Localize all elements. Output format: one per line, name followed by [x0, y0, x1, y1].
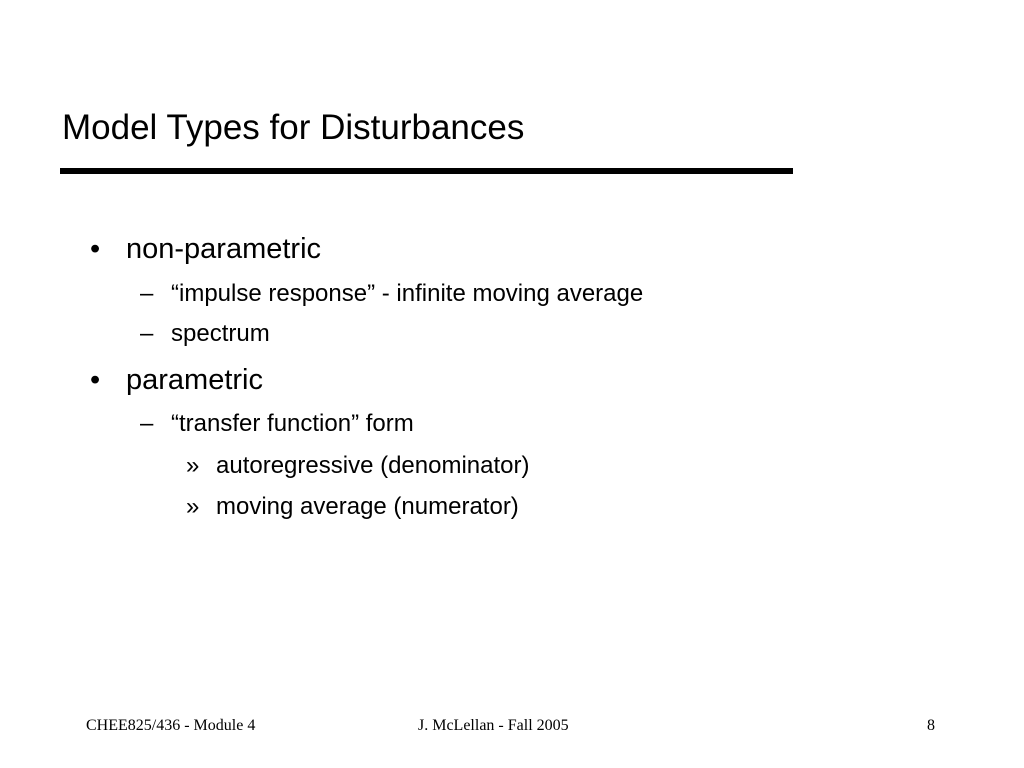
bullet-marker: •	[90, 233, 101, 265]
sub-sub-bullet-text: autoregressive (denominator)	[216, 452, 530, 479]
sub-sub-bullet-text: moving average (numerator)	[216, 493, 519, 520]
slide-title: Model Types for Disturbances	[62, 108, 525, 147]
bullet-marker: •	[90, 364, 101, 396]
footer-page-number: 8	[927, 717, 935, 734]
sub-sub-bullet-marker: »	[186, 452, 200, 479]
sub-bullet-text: “transfer function” form	[171, 410, 414, 437]
bullet-text: non-parametric	[126, 233, 322, 265]
bullet-text: parametric	[126, 364, 263, 396]
sub-bullet-text: spectrum	[171, 320, 270, 347]
sub-bullet-marker: –	[140, 410, 154, 437]
sub-bullet-marker: –	[140, 320, 154, 347]
footer-course: CHEE825/436 - Module 4	[86, 717, 256, 734]
sub-bullet-marker: –	[140, 280, 154, 307]
sub-sub-bullet-marker: »	[186, 493, 200, 520]
title-underline	[60, 168, 793, 174]
sub-bullet-text: “impulse response” - infinite moving average	[171, 280, 644, 307]
footer-author: J. McLellan - Fall 2005	[418, 717, 569, 734]
